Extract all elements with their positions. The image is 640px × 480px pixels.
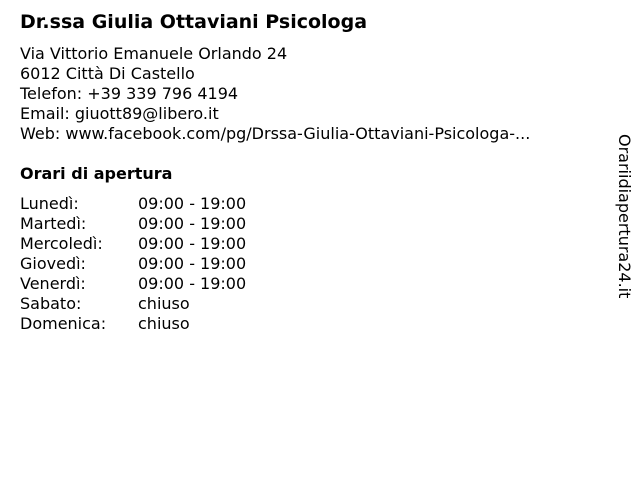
opening-hours-heading: Orari di apertura <box>20 164 173 183</box>
hours-row-friday <box>20 274 320 294</box>
day-hours: 09:00 - 19:00 <box>138 274 247 293</box>
hours-row-tuesday <box>20 214 320 234</box>
day-label: Martedì: <box>20 214 87 233</box>
day-hours: chiuso <box>138 314 190 333</box>
day-hours: 09:00 - 19:00 <box>138 234 247 253</box>
city-line: 6012 Città Di Castello <box>20 64 195 83</box>
hours-row-sunday <box>20 314 320 334</box>
day-label: Giovedì: <box>20 254 86 273</box>
hours-row-monday <box>20 194 320 214</box>
address-line: Via Vittorio Emanuele Orlando 24 <box>20 44 288 63</box>
web-line: Web: www.facebook.com/pg/Drssa-Giulia-Ottaviani-Psicologa-... <box>20 124 531 143</box>
day-label: Mercoledì: <box>20 234 103 253</box>
day-hours: 09:00 - 19:00 <box>138 214 247 233</box>
contact-block <box>20 44 530 144</box>
opening-hours-table <box>20 194 320 334</box>
email-line: Email: giuott89@libero.it <box>20 104 219 123</box>
site-watermark <box>612 134 636 314</box>
hours-row-saturday <box>20 294 320 314</box>
day-label: Venerdì: <box>20 274 86 293</box>
hours-row-wednesday <box>20 234 320 254</box>
site-watermark-text: Orariidiapertura24.it <box>615 134 634 299</box>
phone-line: Telefon: +39 339 796 4194 <box>20 84 239 103</box>
day-label: Domenica: <box>20 314 107 333</box>
day-label: Lunedì: <box>20 194 79 213</box>
day-label: Sabato: <box>20 294 82 313</box>
day-hours: 09:00 - 19:00 <box>138 194 247 213</box>
day-hours: chiuso <box>138 294 190 313</box>
business-name: Dr.ssa Giulia Ottaviani Psicologa <box>20 11 368 33</box>
day-hours: 09:00 - 19:00 <box>138 254 247 273</box>
hours-row-thursday <box>20 254 320 274</box>
